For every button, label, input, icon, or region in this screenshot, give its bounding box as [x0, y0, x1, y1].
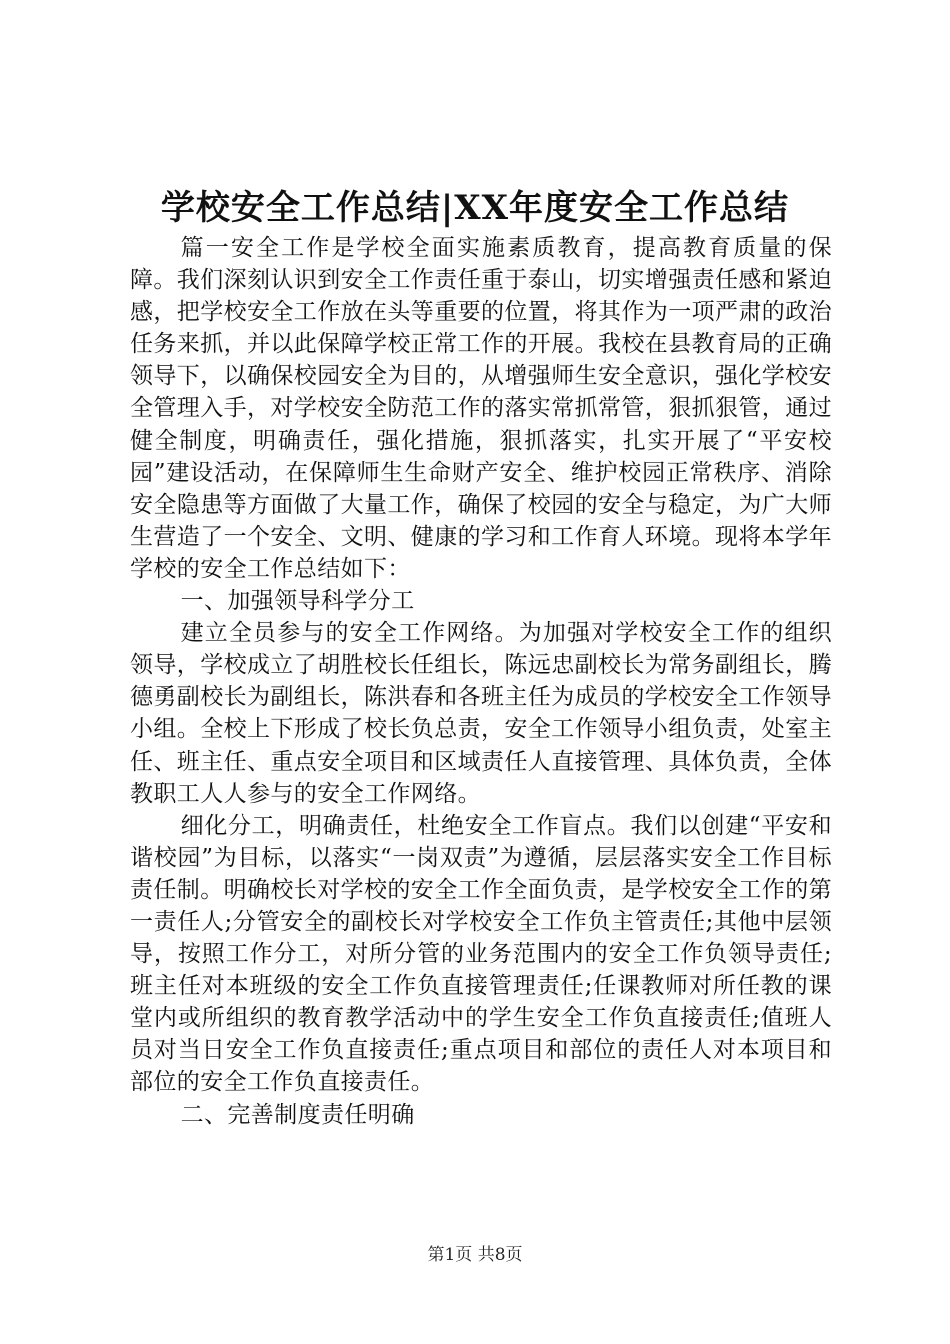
section-1-paragraph-2: 细化分工，明确责任，杜绝安全工作盲点。我们以创建“平安和谐校园”为目标，以落实“一岗双责”为遵循，层层落实安全工作目标责任制。明确校长对学校的安全工作全面负责，是学校安全工作的第一责任人;分管安全的副校长对学校安全工作负主管责任;其他中层领导，按照工作分工，对所分管的业务范围内的安全工作负领导责任;班主任对本班级的安全工作负直接管理责任;任课教师对所任教的课堂内或所组织的教育教学活动中的学生安全工作负直接责任;值班人员对当日安全工作负直接责任;重点项目和部位的责任人对本项目和部位的安全工作负直接责任。 [130, 812, 832, 1096]
page-number-footer: 第1页 共8页 [427, 1245, 523, 1265]
section-heading-2: 二、完善制度责任明确 [180, 1101, 415, 1128]
section-heading-1: 一、加强领导科学分工 [180, 588, 415, 615]
document-body [130, 232, 832, 1131]
section-1-paragraph-1: 建立全员参与的安全工作网络。为加强对学校安全工作的组织领导，学校成立了胡胜校长任组长，陈远忠副校长为常务副组长，腾德勇副校长为副组长，陈洪春和各班主任为成员的学校安全工作领导小组。全校上下形成了校长负总责，安全工作领导小组负责，处室主任、班主任、重点安全项目和区域责任人直接管理、具体负责，全体教职工人人参与的安全工作网络。 [130, 620, 832, 807]
intro-paragraph: 篇一安全工作是学校全面实施素质教育，提高教育质量的保障。我们深刻认识到安全工作责任重于泰山，切实增强责任感和紧迫感，把学校安全工作放在头等重要的位置，将其作为一项严肃的政治任务来抓，并以此保障学校正常工作的开展。我校在县教育局的正确领导下，以确保校园安全为目的，从增强师生安全意识，强化学校安全管理入手，对学校安全防范工作的落实常抓常管，狠抓狠管，通过健全制度，明确责任，强化措施，狠抓落实，扎实开展了“平安校园”建设活动，在保障师生生命财产安全、维护校园正常秩序、消除安全隐患等方面做了大量工作，确保了校园的安全与稳定，为广大师生营造了一个安全、文明、健康的学习和工作育人环境。现将本学年学校的安全工作总结如下： [130, 235, 832, 582]
document-title: 学校安全工作总结|XX年度安全工作总结 [160, 188, 790, 228]
